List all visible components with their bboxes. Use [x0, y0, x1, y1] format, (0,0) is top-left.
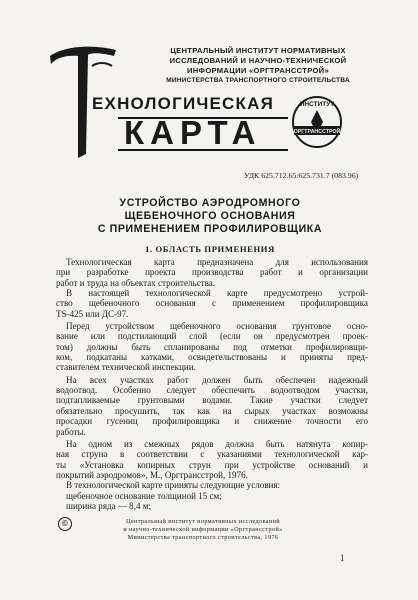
body-line: TS-425 или ДС-97.	[56, 308, 129, 319]
body-line: На всех участках работ должен быть обеспечен надежный	[66, 374, 368, 385]
body-line: щебеночное основание толщиной 15 см;	[66, 490, 222, 501]
page-number: 1	[340, 553, 345, 563]
copyright-line-2: и научно-технической информации «Оргтрансстрой»	[123, 526, 283, 533]
body-line: Перед устройством щебеночного основания грунтовое осно-	[66, 321, 368, 332]
copyright-icon: ©	[58, 517, 72, 531]
body-line: ная струна в соответствии с указаниями технологической кар-	[56, 449, 368, 460]
body-line: ство щебеночного основания с применением профилировщика	[56, 298, 368, 309]
body-line: том) должны быть спланированы под отметки профилировщи-	[56, 341, 368, 352]
body-line: В технологической карте приняты следующие условия:	[66, 480, 281, 491]
institute-line-1: ЦЕНТРАЛЬНЫЙ ИНСТИТУТ НОРМАТИВНЫХ	[170, 46, 346, 55]
institute-line-2: ИССЛЕДОВАНИЙ И НАУЧНО-ТЕХНИЧЕСКОЙ	[169, 56, 347, 65]
institute-header	[138, 46, 378, 86]
body-line: ком, подкатаны катками, освидетельствованы и приняты пред-	[56, 352, 368, 363]
orgtransstroy-emblem	[290, 92, 344, 152]
body-line: подтапливаемые грунтовыми водами. Такие участки следует	[56, 395, 368, 406]
body-line: водоотвод. Особенно следует обеспечить водоотводом участки,	[56, 385, 368, 396]
body-line: В настоящей технологической карте предусмотрено устрой-	[66, 288, 368, 299]
copyright-line-1: Центральный институт нормативных исследований	[125, 518, 280, 525]
institute-line-4: МИНИСТЕРСТВА ТРАНСПОРТНОГО СТРОИТЕЛЬСТВА	[166, 77, 350, 84]
emblem-band-text: ОРГТРАНССТРОЙ	[293, 129, 341, 135]
institute-line-3: ИНФОРМАЦИИ «ОРГТРАНССТРОЙ»	[187, 66, 329, 75]
body-line: работ и труда на объектах строительства.	[56, 277, 215, 288]
header-word-karta	[118, 112, 288, 154]
body-line: На одном из смежных рядов должна быть натянута копир-	[66, 438, 368, 449]
body-line: ширина ряда — 8,4 м;	[66, 500, 151, 511]
body-line: вание или подстилающий слой (если он предусмотрен проек-	[56, 331, 368, 342]
body-line: просадки гусениц профилировщика и снижение точности его	[56, 416, 368, 427]
emblem-top-text: ИНСТИТУТ	[299, 101, 335, 108]
body-line: работы.	[56, 426, 86, 437]
document-title	[60, 197, 360, 236]
body-line: Технологическая карта предназначена для использования	[66, 257, 368, 267]
udk-code: УДК 625.712.65:625.731.7 (083.96)	[244, 171, 359, 180]
copyright-footer	[58, 517, 308, 557]
title-line-2: ЩЕБЕНОЧНОГО ОСНОВАНИЯ	[124, 210, 296, 222]
karta-text: КАРТА	[124, 114, 262, 151]
header-word-tekhnologicheskaya: ЕХНОЛОГИЧЕСКАЯ	[92, 94, 274, 113]
body-line: покрытий аэродромов», М., Оргтрансстрой, 1976.	[56, 469, 248, 480]
copyright-line-3: Министерства транспортного строительства, 1976	[127, 534, 279, 541]
body-line: ты «Установка копирных струн при устройстве оснований и	[56, 459, 368, 470]
body-text	[56, 257, 368, 511]
title-line-3: С ПРИМЕНЕНИЕМ ПРОФИЛИРОВЩИКА	[97, 223, 323, 235]
section-heading: 1. ОБЛАСТЬ ПРИМЕНЕНИЯ	[145, 244, 275, 254]
body-line: обязательно просушить, так как на сырых участках возможны	[56, 405, 368, 416]
body-line: ставителем технической инспекции.	[56, 362, 196, 373]
title-line-1: УСТРОЙСТВО АЭРОДРОМНОГО	[119, 197, 301, 209]
body-line: при разработке проекта производства работ и организации	[56, 267, 368, 278]
copyright-text	[88, 518, 318, 542]
